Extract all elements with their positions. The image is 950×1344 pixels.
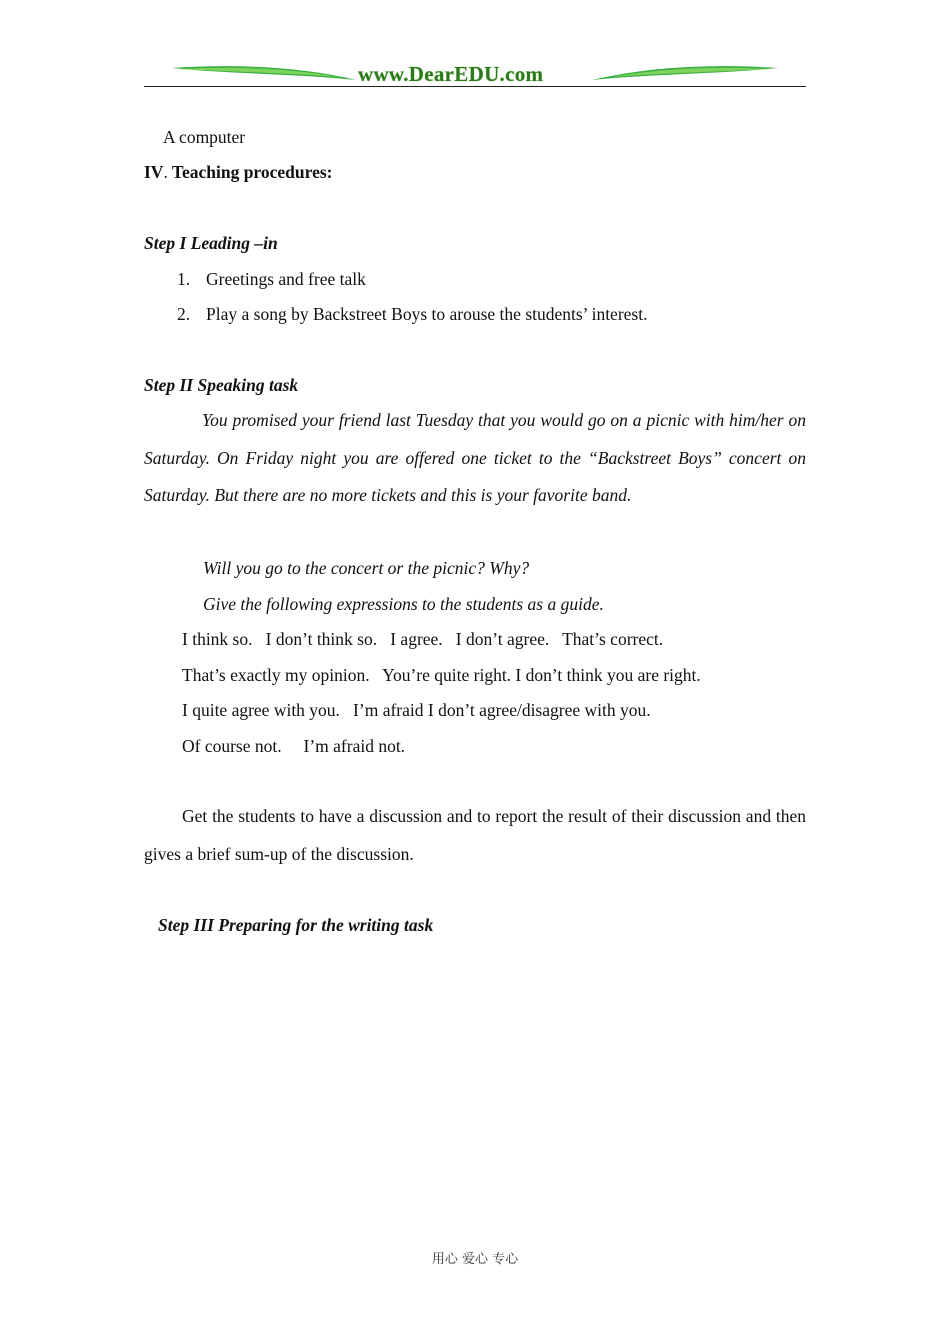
page-footer: 用心 爱心 专心 — [431, 1252, 519, 1267]
step2-question: Will you go to the concert or the picnic? Why? — [203, 558, 530, 578]
step2-discussion: Get the students to have a discussion and to report the result of their discussion and then gives a brief sum-up of the discussion. — [144, 806, 806, 864]
step2-scenario: You promised your friend last Tuesday that you would go on a picnic with him/her on Saturday. On Friday night you are offered one ticket to the “Backstreet Boys” concert on Saturday. But there are no more tickets and this is your favorite band. — [144, 410, 806, 505]
section-heading — [144, 161, 332, 183]
list-item-number: 2. — [177, 304, 191, 324]
step1-title: Step I Leading –in — [144, 233, 278, 253]
section-separator: . — [163, 162, 168, 182]
expression-line: I think so. I don’t think so. I agree. I don’t agree. That’s correct. — [182, 629, 664, 649]
expression-line: That’s exactly my opinion. You’re quite right. I don’t think you are right. — [182, 665, 701, 685]
list-item — [177, 268, 366, 290]
expression-line: Of course not. I’m afraid not. — [182, 736, 406, 756]
section-numeral: IV — [144, 162, 164, 182]
list-item — [177, 303, 647, 325]
step2-guide: Give the following expressions to the students as a guide. — [203, 594, 604, 614]
step2-title: Step II Speaking task — [144, 375, 299, 395]
header-divider — [144, 86, 806, 87]
site-logo-text[interactable]: www.DearEDU.com — [358, 62, 544, 86]
section-title: Teaching procedures: — [171, 162, 333, 182]
list-item-text: Greetings and free talk — [206, 269, 366, 289]
list-item-number: 1. — [177, 269, 191, 289]
step3-title: Step III Preparing for the writing task — [158, 915, 434, 935]
list-item-text: Play a song by Backstreet Boys to arouse the students’ interest. — [206, 304, 648, 324]
expression-line: I quite agree with you. I’m afraid I don’t agree/disagree with you. — [182, 700, 651, 720]
materials-item: A computer — [163, 127, 246, 147]
